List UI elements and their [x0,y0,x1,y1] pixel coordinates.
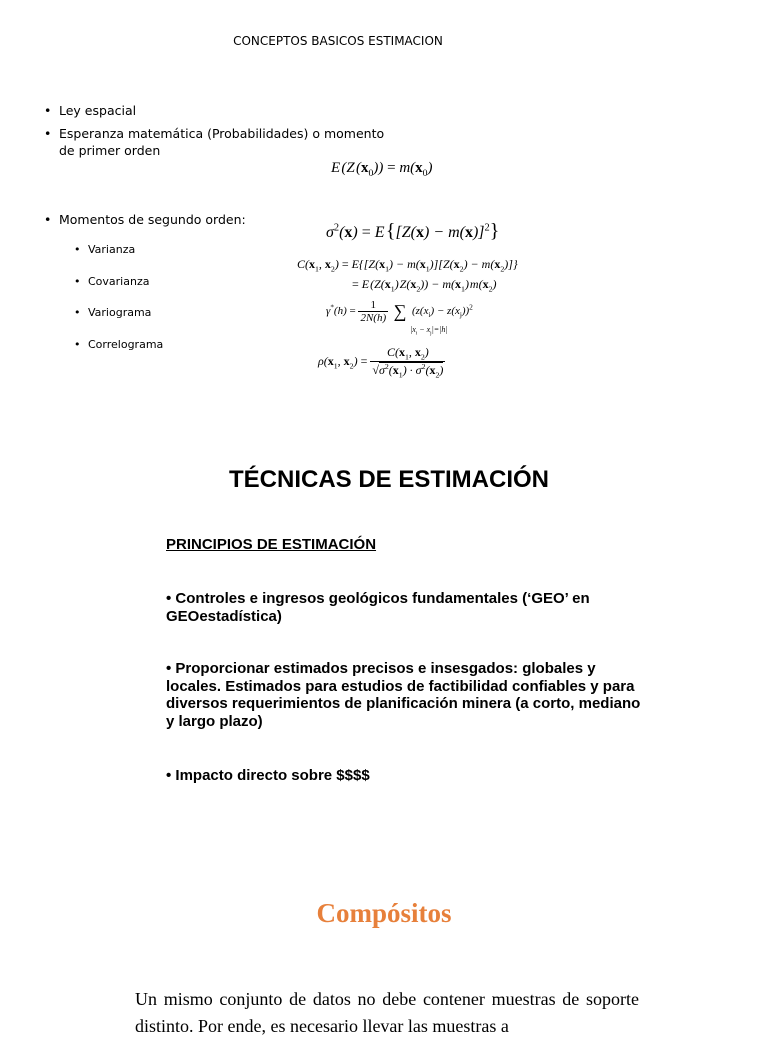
section-subtitle: PRINCIPIOS DE ESTIMACIÓN [166,536,377,553]
equation-covariance-line1: $C(x_1$, $x_2) = E\{[Z(x_1) - m(x_1)][Z(x_2) - m(x_2)]\}$ [297,257,518,274]
page-header-title: CONCEPTOS BASICOS ESTIMACION [233,34,443,48]
equation-correlogram: $\rho(x_1$, $x_2$) = $\frac{C(x_1, x_2)}{√\sigma^2(x_1) \cdot \sigma^2(x_2)}$ [318,345,444,380]
bullet-dot: • [74,275,81,288]
principle-geologic-controls: • Controles e ingresos geológicos fundamentales (‘GEO’ en GEOestadística) [166,590,590,625]
principle-direct-impact: • Impacto directo sobre $$$$ [166,767,370,784]
equation-variogram: γ*(h) = $\frac{1}{2N(h)}$ ∑ $(z(x_i) - z(x_j))^2$ [326,299,473,324]
bullet-dot: • [74,243,81,256]
bullet-text: Ley espacial [59,103,137,118]
bullet-dot: • [44,126,52,141]
bullet-dot: • [74,306,81,319]
composites-paragraph: Un mismo conjunto de datos no debe contener muestras de soporte distinto. Por ende, es necesario llevar las muestras a [135,989,639,1036]
principle-precise-estimates: • Proporcionar estimados precisos e insesgados: globales y locales. Estimados para estudios de factibilidad confiables y para diversos requerimientos de planificación minera (a corto, mediano y largo plazo) [166,660,641,730]
bullet-dot: • [44,212,52,227]
bullet-dot: • [44,103,52,118]
sub-bullet-text: Correlograma [88,338,164,351]
bullet-text-line1: Esperanza matemática (Probabilidades) o momento [59,126,385,141]
bullet-text: Momentos de segundo orden: [59,212,246,227]
sub-bullet-text: Covarianza [88,275,150,288]
equation-variance: $\sigma^2(x) = E$ $\{[Z(x) - m(x)]^2\}$ [326,220,500,242]
sub-bullet-text: Variograma [88,306,152,319]
bullet-dot: • [74,338,81,351]
section-title: TÉCNICAS DE ESTIMACIÓN [228,466,549,493]
bullet-text-line2: de primer orden [59,143,161,158]
sub-bullet-text: Varianza [88,243,136,256]
equation-expectation: E (Z $(x_0)) = m(x_0)$ [331,160,433,179]
equation-variogram-subscript: $|x_i - x_j|=|h|$ [410,325,448,337]
equation-covariance-line2: = E ($Z(x_1)$ $Z(x_2)) - m(x_1)$ $m(x_2)$ [352,277,497,294]
composites-title: Compósitos [316,898,452,928]
